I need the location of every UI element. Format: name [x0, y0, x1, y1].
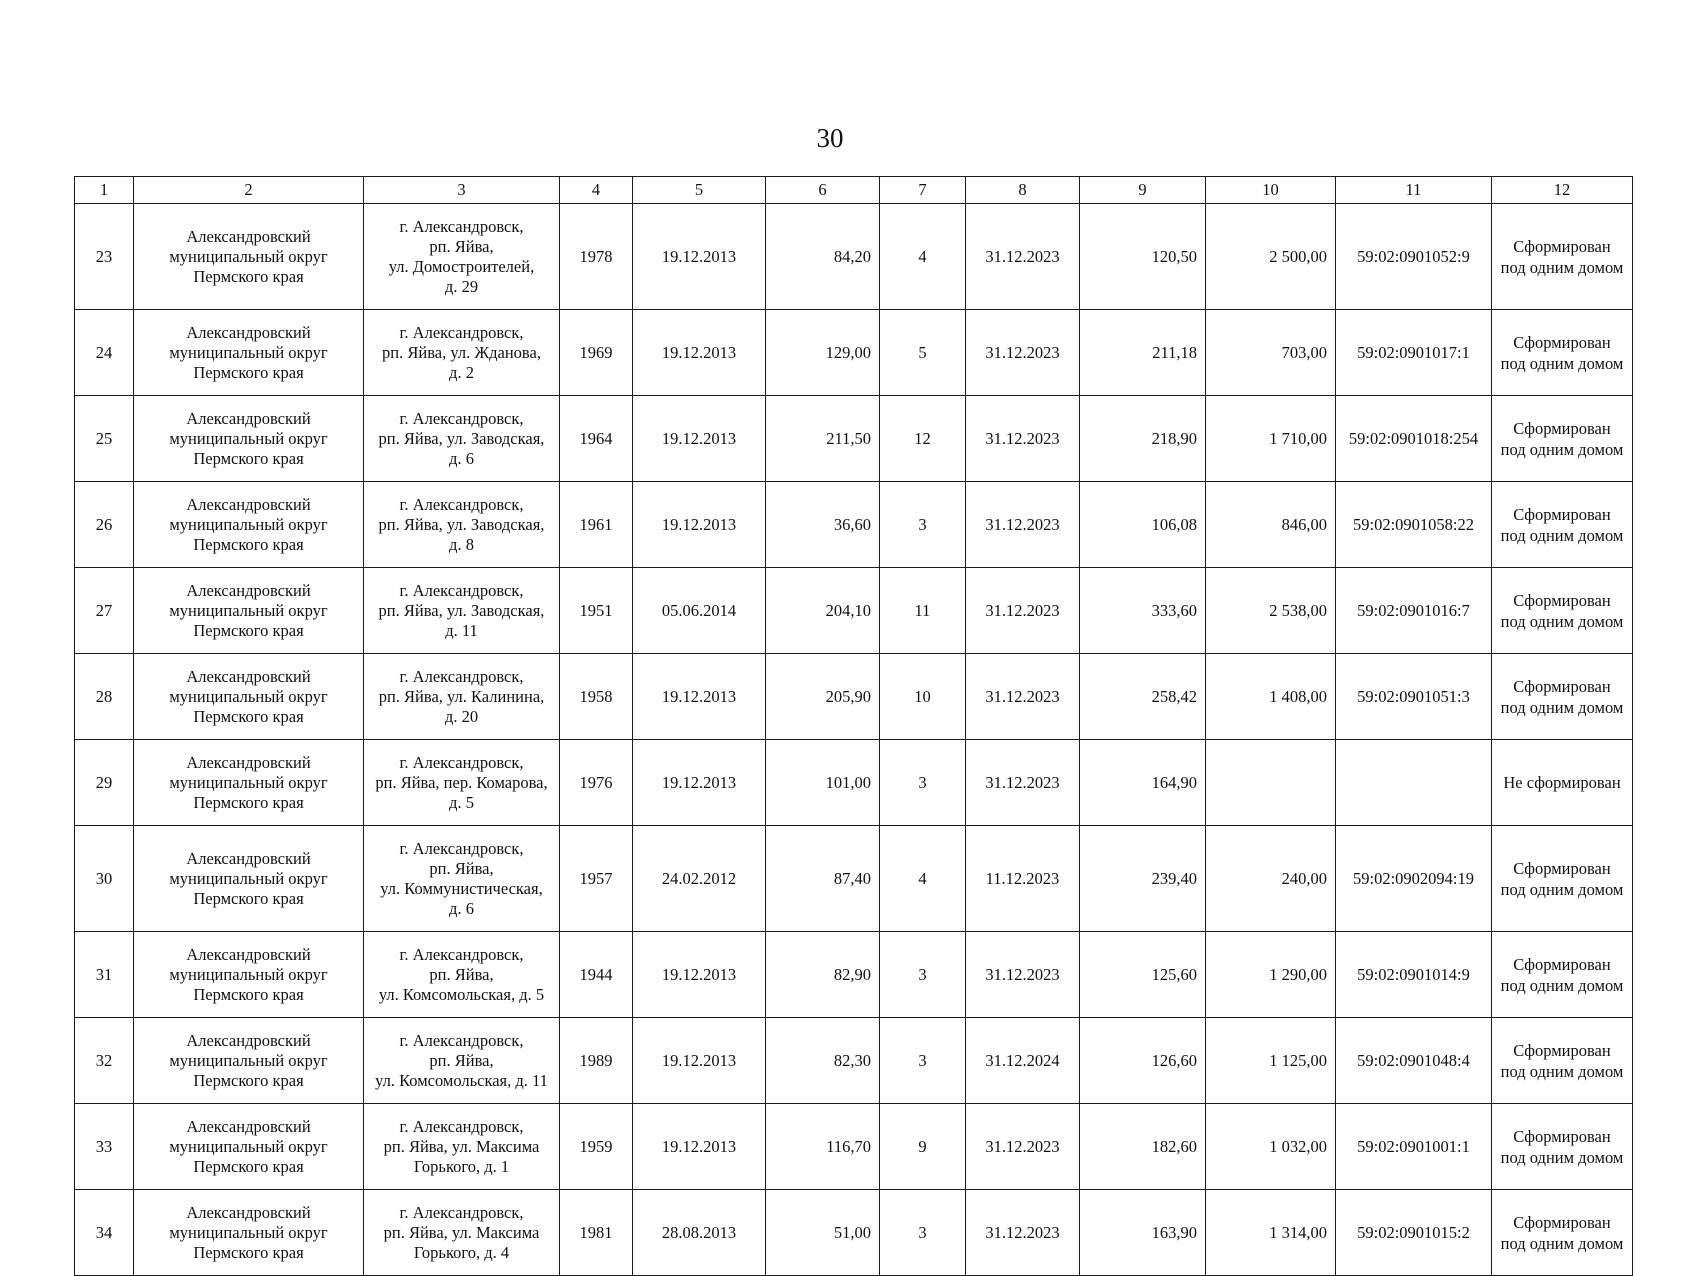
cell-line: г. Александровск,	[399, 580, 524, 600]
status-line: под одним домом	[1500, 353, 1624, 373]
municipality-cell	[134, 932, 364, 1018]
cell-line: Александровский	[186, 226, 311, 246]
status-line: Сформирован	[1513, 1126, 1611, 1146]
cell-line: муниципальный округ	[169, 1050, 328, 1070]
cell-line: рп. Яйва, ул. Калинина,	[378, 686, 545, 706]
deadline-cell: 31.12.2023	[966, 568, 1080, 654]
cell-line: рп. Яйва,	[429, 964, 494, 984]
cell-line: муниципальный округ	[169, 428, 328, 448]
year-cell: 1944	[560, 932, 633, 1018]
table-row	[75, 932, 1633, 1018]
cell-line: муниципальный округ	[169, 246, 328, 266]
cadastral-number-cell: 59:02:0902094:19	[1336, 826, 1492, 932]
cell-line: Александровский	[186, 580, 311, 600]
date-cell: 19.12.2013	[633, 396, 766, 482]
count-cell: 3	[880, 1018, 966, 1104]
land-status-cell	[1492, 482, 1633, 568]
cell-line: муниципальный округ	[169, 1222, 328, 1242]
total-area-cell: 164,90	[1080, 740, 1206, 826]
status-line: Сформирован	[1513, 1040, 1611, 1060]
land-area-cell: 1 710,00	[1206, 396, 1336, 482]
total-area-cell: 163,90	[1080, 1190, 1206, 1276]
count-cell: 3	[880, 932, 966, 1018]
cell-line: рп. Яйва,	[429, 236, 494, 256]
land-area-cell	[1206, 740, 1336, 826]
cell-line: рп. Яйва, ул. Заводская,	[378, 600, 545, 620]
total-area-cell: 182,60	[1080, 1104, 1206, 1190]
land-status-cell	[1492, 1018, 1633, 1104]
address-cell	[364, 932, 560, 1018]
municipality-cell	[134, 654, 364, 740]
cell-line: ул. Комсомольская, д. 5	[378, 984, 545, 1004]
header-cell: 1	[75, 177, 134, 204]
land-area-cell: 1 290,00	[1206, 932, 1336, 1018]
total-area-cell: 218,90	[1080, 396, 1206, 482]
address-cell	[364, 1190, 560, 1276]
year-cell: 1981	[560, 1190, 633, 1276]
cell-line: Александровский	[186, 1116, 311, 1136]
status-line: Сформирован	[1513, 418, 1611, 438]
cell-line: д. 6	[449, 898, 474, 918]
header-cell: 2	[134, 177, 364, 204]
area-cell: 36,60	[766, 482, 880, 568]
cell-line: рп. Яйва, ул. Заводская,	[378, 428, 545, 448]
address-cell	[364, 568, 560, 654]
table-row	[75, 204, 1633, 310]
table-row	[75, 310, 1633, 396]
date-cell: 28.08.2013	[633, 1190, 766, 1276]
cell-line: Горького, д. 4	[413, 1242, 510, 1262]
cell-line: Александровский	[186, 1202, 311, 1222]
cell-line: Пермского края	[193, 266, 304, 286]
year-cell: 1961	[560, 482, 633, 568]
land-status-cell	[1492, 1104, 1633, 1190]
cadastral-number-cell: 59:02:0901052:9	[1336, 204, 1492, 310]
land-area-cell: 240,00	[1206, 826, 1336, 932]
count-cell: 12	[880, 396, 966, 482]
cell-line: Александровский	[186, 666, 311, 686]
row-number-cell: 32	[75, 1018, 134, 1104]
land-status-cell	[1492, 740, 1633, 826]
area-cell: 204,10	[766, 568, 880, 654]
row-number-cell: 28	[75, 654, 134, 740]
cadastral-number-cell: 59:02:0901015:2	[1336, 1190, 1492, 1276]
land-status-cell	[1492, 1190, 1633, 1276]
cell-line: г. Александровск,	[399, 494, 524, 514]
year-cell: 1978	[560, 204, 633, 310]
count-cell: 10	[880, 654, 966, 740]
header-cell: 6	[766, 177, 880, 204]
cadastral-number-cell: 59:02:0901016:7	[1336, 568, 1492, 654]
cell-line: Александровский	[186, 848, 311, 868]
land-status-cell	[1492, 396, 1633, 482]
address-cell	[364, 1104, 560, 1190]
status-line: под одним домом	[1500, 525, 1624, 545]
land-status-cell	[1492, 310, 1633, 396]
cadastral-number-cell: 59:02:0901017:1	[1336, 310, 1492, 396]
status-line: под одним домом	[1500, 879, 1624, 899]
municipality-cell	[134, 568, 364, 654]
cell-line: Александровский	[186, 408, 311, 428]
row-number-cell: 25	[75, 396, 134, 482]
cell-line: Пермского края	[193, 1070, 304, 1090]
deadline-cell: 31.12.2023	[966, 482, 1080, 568]
year-cell: 1958	[560, 654, 633, 740]
header-cell: 7	[880, 177, 966, 204]
count-cell: 11	[880, 568, 966, 654]
cell-line: рп. Яйва, пер. Комарова,	[375, 772, 548, 792]
status-line: Сформирован	[1513, 590, 1611, 610]
cell-line: ул. Коммунистическая,	[380, 878, 543, 898]
deadline-cell: 31.12.2023	[966, 654, 1080, 740]
year-cell: 1964	[560, 396, 633, 482]
cadastral-number-cell	[1336, 740, 1492, 826]
row-number-cell: 27	[75, 568, 134, 654]
row-number-cell: 30	[75, 826, 134, 932]
cell-line: д. 11	[445, 620, 478, 640]
cadastral-number-cell: 59:02:0901018:254	[1336, 396, 1492, 482]
cell-line: муниципальный округ	[169, 342, 328, 362]
header-cell: 5	[633, 177, 766, 204]
municipality-cell	[134, 826, 364, 932]
address-cell	[364, 396, 560, 482]
status-line: Сформирован	[1513, 858, 1611, 878]
municipality-cell	[134, 1104, 364, 1190]
cell-line: д. 2	[449, 362, 474, 382]
cell-line: г. Александровск,	[399, 666, 524, 686]
cadastral-number-cell: 59:02:0901001:1	[1336, 1104, 1492, 1190]
area-cell: 205,90	[766, 654, 880, 740]
housing-registry-table	[74, 176, 1633, 1276]
status-line: Сформирован	[1513, 676, 1611, 696]
cell-line: муниципальный округ	[169, 772, 328, 792]
cell-line: Пермского края	[193, 1156, 304, 1176]
header-row	[75, 177, 1633, 204]
land-status-cell	[1492, 932, 1633, 1018]
municipality-cell	[134, 482, 364, 568]
header-cell: 12	[1492, 177, 1633, 204]
area-cell: 51,00	[766, 1190, 880, 1276]
deadline-cell: 31.12.2023	[966, 1190, 1080, 1276]
municipality-cell	[134, 310, 364, 396]
municipality-cell	[134, 1190, 364, 1276]
cell-line: Пермского края	[193, 888, 304, 908]
year-cell: 1951	[560, 568, 633, 654]
deadline-cell: 31.12.2023	[966, 932, 1080, 1018]
table-row	[75, 826, 1633, 932]
cell-line: Пермского края	[193, 620, 304, 640]
cadastral-number-cell: 59:02:0901014:9	[1336, 932, 1492, 1018]
table-row	[75, 568, 1633, 654]
year-cell: 1989	[560, 1018, 633, 1104]
cell-line: д. 29	[444, 276, 479, 296]
deadline-cell: 31.12.2023	[966, 204, 1080, 310]
status-line: под одним домом	[1500, 1147, 1624, 1167]
table-row	[75, 654, 1633, 740]
area-cell: 84,20	[766, 204, 880, 310]
count-cell: 9	[880, 1104, 966, 1190]
header-cell: 9	[1080, 177, 1206, 204]
area-cell: 87,40	[766, 826, 880, 932]
date-cell: 19.12.2013	[633, 1018, 766, 1104]
deadline-cell: 31.12.2023	[966, 1104, 1080, 1190]
area-cell: 101,00	[766, 740, 880, 826]
cell-line: муниципальный округ	[169, 868, 328, 888]
count-cell: 4	[880, 204, 966, 310]
cell-line: муниципальный округ	[169, 686, 328, 706]
table-header	[75, 177, 1633, 204]
status-line: под одним домом	[1500, 439, 1624, 459]
address-cell	[364, 654, 560, 740]
status-line: Сформирован	[1513, 954, 1611, 974]
area-cell: 129,00	[766, 310, 880, 396]
date-cell: 05.06.2014	[633, 568, 766, 654]
cell-line: Александровский	[186, 494, 311, 514]
cadastral-number-cell: 59:02:0901058:22	[1336, 482, 1492, 568]
count-cell: 5	[880, 310, 966, 396]
count-cell: 3	[880, 1190, 966, 1276]
date-cell: 19.12.2013	[633, 204, 766, 310]
land-area-cell: 1 125,00	[1206, 1018, 1336, 1104]
cell-line: г. Александровск,	[399, 1202, 524, 1222]
cell-line: рп. Яйва,	[429, 1050, 494, 1070]
total-area-cell: 120,50	[1080, 204, 1206, 310]
total-area-cell: 239,40	[1080, 826, 1206, 932]
cell-line: Пермского края	[193, 706, 304, 726]
area-cell: 211,50	[766, 396, 880, 482]
header-cell: 4	[560, 177, 633, 204]
row-number-cell: 31	[75, 932, 134, 1018]
municipality-cell	[134, 204, 364, 310]
table-row	[75, 1104, 1633, 1190]
land-area-cell: 703,00	[1206, 310, 1336, 396]
address-cell	[364, 740, 560, 826]
cell-line: г. Александровск,	[399, 752, 524, 772]
cell-line: Пермского края	[193, 534, 304, 554]
address-cell	[364, 482, 560, 568]
cell-line: Горького, д. 1	[413, 1156, 510, 1176]
row-number-cell: 23	[75, 204, 134, 310]
cell-line: г. Александровск,	[399, 408, 524, 428]
cell-line: г. Александровск,	[399, 1030, 524, 1050]
count-cell: 3	[880, 482, 966, 568]
cell-line: рп. Яйва, ул. Максима	[383, 1222, 540, 1242]
year-cell: 1976	[560, 740, 633, 826]
total-area-cell: 333,60	[1080, 568, 1206, 654]
status-line: под одним домом	[1500, 697, 1624, 717]
land-area-cell: 2 538,00	[1206, 568, 1336, 654]
table-row	[75, 482, 1633, 568]
cell-line: муниципальный округ	[169, 514, 328, 534]
land-area-cell: 1 408,00	[1206, 654, 1336, 740]
total-area-cell: 258,42	[1080, 654, 1206, 740]
header-cell: 11	[1336, 177, 1492, 204]
date-cell: 19.12.2013	[633, 310, 766, 396]
row-number-cell: 26	[75, 482, 134, 568]
year-cell: 1959	[560, 1104, 633, 1190]
land-area-cell: 1 032,00	[1206, 1104, 1336, 1190]
year-cell: 1969	[560, 310, 633, 396]
area-cell: 82,30	[766, 1018, 880, 1104]
cell-line: муниципальный округ	[169, 600, 328, 620]
municipality-cell	[134, 396, 364, 482]
table-body	[75, 204, 1633, 1276]
table-row	[75, 1190, 1633, 1276]
deadline-cell: 31.12.2024	[966, 1018, 1080, 1104]
address-cell	[364, 310, 560, 396]
cell-line: ул. Домостроителей,	[388, 256, 535, 276]
municipality-cell	[134, 1018, 364, 1104]
cell-line: рп. Яйва, ул. Максима	[383, 1136, 540, 1156]
cell-line: рп. Яйва,	[429, 858, 494, 878]
deadline-cell: 31.12.2023	[966, 740, 1080, 826]
address-cell	[364, 826, 560, 932]
land-status-cell	[1492, 204, 1633, 310]
cell-line: Пермского края	[193, 984, 304, 1004]
cell-line: д. 20	[444, 706, 479, 726]
cell-line: рп. Яйва, ул. Заводская,	[378, 514, 545, 534]
land-area-cell: 1 314,00	[1206, 1190, 1336, 1276]
cell-line: Александровский	[186, 322, 311, 342]
cell-line: д. 6	[449, 448, 474, 468]
table-row	[75, 740, 1633, 826]
cadastral-number-cell: 59:02:0901048:4	[1336, 1018, 1492, 1104]
cell-line: Александровский	[186, 944, 311, 964]
area-cell: 116,70	[766, 1104, 880, 1190]
status-line: Не сформирован	[1503, 773, 1621, 792]
cell-line: г. Александровск,	[399, 838, 524, 858]
cell-line: Александровский	[186, 1030, 311, 1050]
cell-line: Пермского края	[193, 1242, 304, 1262]
cell-line: Пермского края	[193, 362, 304, 382]
address-cell	[364, 204, 560, 310]
row-number-cell: 29	[75, 740, 134, 826]
cell-line: г. Александровск,	[399, 216, 524, 236]
cell-line: г. Александровск,	[399, 944, 524, 964]
date-cell: 19.12.2013	[633, 654, 766, 740]
land-area-cell: 2 500,00	[1206, 204, 1336, 310]
cell-line: муниципальный округ	[169, 964, 328, 984]
land-area-cell: 846,00	[1206, 482, 1336, 568]
status-line: под одним домом	[1500, 975, 1624, 995]
total-area-cell: 125,60	[1080, 932, 1206, 1018]
cadastral-number-cell: 59:02:0901051:3	[1336, 654, 1492, 740]
date-cell: 24.02.2012	[633, 826, 766, 932]
status-line: под одним домом	[1500, 1061, 1624, 1081]
date-cell: 19.12.2013	[633, 932, 766, 1018]
total-area-cell: 106,08	[1080, 482, 1206, 568]
status-line: под одним домом	[1500, 1233, 1624, 1253]
status-line: под одним домом	[1500, 611, 1624, 631]
date-cell: 19.12.2013	[633, 1104, 766, 1190]
header-cell: 8	[966, 177, 1080, 204]
cell-line: г. Александровск,	[399, 322, 524, 342]
table-row	[75, 396, 1633, 482]
total-area-cell: 211,18	[1080, 310, 1206, 396]
land-status-cell	[1492, 568, 1633, 654]
date-cell: 19.12.2013	[633, 482, 766, 568]
cell-line: д. 5	[449, 792, 474, 812]
row-number-cell: 33	[75, 1104, 134, 1190]
row-number-cell: 24	[75, 310, 134, 396]
status-line: Сформирован	[1513, 504, 1611, 524]
status-line: Сформирован	[1513, 236, 1611, 256]
deadline-cell: 31.12.2023	[966, 310, 1080, 396]
address-cell	[364, 1018, 560, 1104]
land-status-cell	[1492, 654, 1633, 740]
header-cell: 3	[364, 177, 560, 204]
table-row	[75, 1018, 1633, 1104]
page-number: 30	[816, 123, 844, 153]
area-cell: 82,90	[766, 932, 880, 1018]
count-cell: 3	[880, 740, 966, 826]
cell-line: г. Александровск,	[399, 1116, 524, 1136]
cell-line: Пермского края	[193, 448, 304, 468]
cell-line: Александровский	[186, 752, 311, 772]
date-cell: 19.12.2013	[633, 740, 766, 826]
cell-line: муниципальный округ	[169, 1136, 328, 1156]
header-cell: 10	[1206, 177, 1336, 204]
cell-line: рп. Яйва, ул. Жданова,	[382, 342, 541, 362]
count-cell: 4	[880, 826, 966, 932]
status-line: Сформирован	[1513, 332, 1611, 352]
land-status-cell	[1492, 826, 1633, 932]
deadline-cell: 31.12.2023	[966, 396, 1080, 482]
status-line: под одним домом	[1500, 257, 1624, 277]
row-number-cell: 34	[75, 1190, 134, 1276]
total-area-cell: 126,60	[1080, 1018, 1206, 1104]
deadline-cell: 11.12.2023	[966, 826, 1080, 932]
year-cell: 1957	[560, 826, 633, 932]
cell-line: д. 8	[449, 534, 474, 554]
status-line: Сформирован	[1513, 1212, 1611, 1232]
cell-line: Пермского края	[193, 792, 304, 812]
municipality-cell	[134, 740, 364, 826]
cell-line: ул. Комсомольская, д. 11	[375, 1070, 548, 1090]
